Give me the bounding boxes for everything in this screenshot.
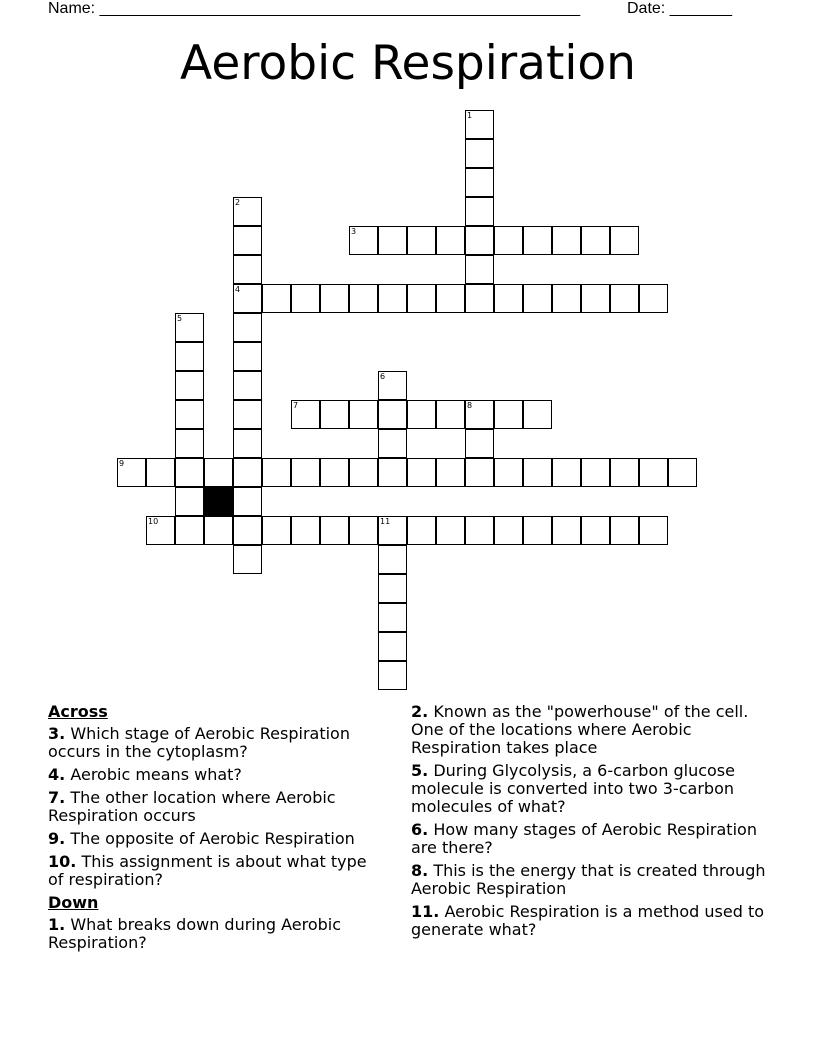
crossword-cell[interactable] bbox=[204, 458, 233, 487]
crossword-cell[interactable] bbox=[146, 516, 175, 545]
crossword-cell[interactable] bbox=[204, 516, 233, 545]
crossword-cell[interactable] bbox=[407, 400, 436, 429]
crossword-cell[interactable] bbox=[581, 284, 610, 313]
crossword-cell[interactable] bbox=[407, 516, 436, 545]
clue-down-6 bbox=[411, 821, 771, 857]
crossword-cell[interactable] bbox=[465, 458, 494, 487]
crossword-cell[interactable] bbox=[175, 458, 204, 487]
crossword-cell[interactable] bbox=[523, 400, 552, 429]
clue-text: What breaks down during Aerobic Respiration? bbox=[48, 915, 342, 952]
crossword-cell[interactable] bbox=[378, 661, 407, 690]
crossword-cell[interactable] bbox=[436, 284, 465, 313]
clue-number-label: 4 bbox=[235, 285, 241, 294]
clue-down-2 bbox=[411, 703, 771, 757]
crossword-cell[interactable] bbox=[668, 458, 697, 487]
crossword-cell[interactable] bbox=[494, 226, 523, 255]
clue-number-label: 9 bbox=[119, 459, 125, 468]
crossword-cell[interactable] bbox=[233, 487, 262, 516]
clue-down-11 bbox=[411, 903, 771, 939]
crossword-cell[interactable] bbox=[175, 487, 204, 516]
crossword-cell[interactable] bbox=[117, 458, 146, 487]
crossword-cell[interactable] bbox=[378, 226, 407, 255]
date-field-label: Date: _______ bbox=[627, 0, 732, 17]
crossword-cell[interactable] bbox=[378, 632, 407, 661]
crossword-cell[interactable] bbox=[233, 545, 262, 574]
crossword-cell[interactable] bbox=[465, 226, 494, 255]
clue-text: The other location where Aerobic Respiration occurs bbox=[48, 788, 336, 825]
crossword-cell[interactable] bbox=[291, 516, 320, 545]
clue-number-label: 2 bbox=[235, 198, 241, 207]
crossword-cell[interactable] bbox=[407, 284, 436, 313]
crossword-cell[interactable] bbox=[175, 371, 204, 400]
clue-number: 9. bbox=[48, 829, 66, 848]
clue-number-label: 8 bbox=[467, 401, 473, 410]
crossword-cell[interactable] bbox=[639, 284, 668, 313]
crossword-cell[interactable] bbox=[233, 197, 262, 226]
crossword-cell[interactable] bbox=[465, 168, 494, 197]
crossword-cell[interactable] bbox=[320, 284, 349, 313]
crossword-cell[interactable] bbox=[465, 516, 494, 545]
crossword-cell[interactable] bbox=[639, 458, 668, 487]
clue-number: 10. bbox=[48, 852, 77, 871]
across-heading: Across bbox=[48, 702, 108, 721]
crossword-cell[interactable] bbox=[581, 458, 610, 487]
clue-text: Which stage of Aerobic Respiration occurs in the cytoplasm? bbox=[48, 724, 350, 761]
clue-number: 5. bbox=[411, 761, 429, 780]
clue-text: Known as the "powerhouse" of the cell. One of the locations where Aerobic Respiration takes place bbox=[411, 702, 749, 757]
crossword-cell[interactable] bbox=[407, 458, 436, 487]
clue-number: 3. bbox=[48, 724, 66, 743]
crossword-cell[interactable] bbox=[436, 226, 465, 255]
crossword-cell[interactable] bbox=[465, 429, 494, 458]
crossword-cell[interactable] bbox=[465, 197, 494, 226]
crossword-cell[interactable] bbox=[465, 255, 494, 284]
crossword-cell[interactable] bbox=[523, 516, 552, 545]
crossword-cell[interactable] bbox=[233, 516, 262, 545]
crossword-cell[interactable] bbox=[581, 226, 610, 255]
crossword-cell[interactable] bbox=[552, 516, 581, 545]
crossword-cell[interactable] bbox=[175, 313, 204, 342]
crossword-cell[interactable] bbox=[320, 400, 349, 429]
crossword-cell[interactable] bbox=[494, 458, 523, 487]
clue-text: How many stages of Aerobic Respiration are there? bbox=[411, 820, 757, 857]
name-field-label: Name: ______________________________________________________ bbox=[48, 0, 581, 17]
clue-across-10 bbox=[48, 853, 383, 889]
crossword-cell[interactable] bbox=[523, 226, 552, 255]
crossword-cell[interactable] bbox=[146, 458, 175, 487]
crossword-cell[interactable] bbox=[262, 516, 291, 545]
crossword-cell[interactable] bbox=[378, 603, 407, 632]
clue-text: The opposite of Aerobic Respiration bbox=[70, 829, 355, 848]
crossword-cell[interactable] bbox=[175, 516, 204, 545]
crossword-cell[interactable] bbox=[233, 255, 262, 284]
crossword-cell[interactable] bbox=[378, 284, 407, 313]
crossword-cell[interactable] bbox=[378, 458, 407, 487]
crossword-cell[interactable] bbox=[320, 458, 349, 487]
crossword-cell[interactable] bbox=[465, 139, 494, 168]
crossword-cell[interactable] bbox=[262, 284, 291, 313]
crossword-cell[interactable] bbox=[291, 284, 320, 313]
clue-number-label: 7 bbox=[293, 401, 299, 410]
crossword-cell[interactable] bbox=[494, 284, 523, 313]
crossword-cell[interactable] bbox=[494, 516, 523, 545]
clue-number-label: 10 bbox=[148, 517, 159, 526]
clues-column-right bbox=[411, 703, 771, 944]
crossword-cell[interactable] bbox=[349, 226, 378, 255]
clue-down-5 bbox=[411, 762, 771, 816]
crossword-cell[interactable] bbox=[610, 458, 639, 487]
page-title: Aerobic Respiration bbox=[180, 36, 636, 91]
clue-text: Aerobic Respiration is a method used to generate what? bbox=[411, 902, 764, 939]
crossword-cell[interactable] bbox=[320, 516, 349, 545]
crossword-cell[interactable] bbox=[175, 400, 204, 429]
clue-number-label: 3 bbox=[351, 227, 357, 236]
clue-number-label: 11 bbox=[380, 517, 391, 526]
clue-text: This assignment is about what type of respiration? bbox=[48, 852, 367, 889]
crossword-cell[interactable] bbox=[233, 429, 262, 458]
clue-number: 4. bbox=[48, 765, 66, 784]
crossword-cell[interactable] bbox=[349, 284, 378, 313]
clue-number-label: 6 bbox=[380, 372, 386, 381]
crossword-cell[interactable] bbox=[465, 400, 494, 429]
crossword-cell[interactable] bbox=[378, 574, 407, 603]
crossword-cell[interactable] bbox=[436, 516, 465, 545]
clue-text: Aerobic means what? bbox=[70, 765, 242, 784]
clue-text: This is the energy that is created through Aerobic Respiration bbox=[411, 861, 766, 898]
crossword-cell[interactable] bbox=[378, 429, 407, 458]
clue-across-9 bbox=[48, 830, 383, 848]
clues-column-left bbox=[48, 703, 383, 957]
crossword-cell[interactable] bbox=[349, 458, 378, 487]
crossword-cell[interactable] bbox=[494, 400, 523, 429]
crossword-cell[interactable] bbox=[378, 400, 407, 429]
crossword-cell[interactable] bbox=[233, 342, 262, 371]
crossword-cell[interactable] bbox=[233, 313, 262, 342]
crossword-cell[interactable] bbox=[233, 226, 262, 255]
crossword-cell[interactable] bbox=[581, 516, 610, 545]
crossword-cell[interactable] bbox=[291, 458, 320, 487]
crossword-cell[interactable] bbox=[523, 458, 552, 487]
crossword-cell[interactable] bbox=[610, 226, 639, 255]
crossword-cell[interactable] bbox=[378, 371, 407, 400]
clue-down-1 bbox=[48, 916, 383, 952]
crossword-cell[interactable] bbox=[407, 226, 436, 255]
clue-number: 6. bbox=[411, 820, 429, 839]
clue-number: 2. bbox=[411, 702, 429, 721]
clue-across-7 bbox=[48, 789, 383, 825]
clue-number-label: 5 bbox=[177, 314, 183, 323]
crossword-cell[interactable] bbox=[349, 400, 378, 429]
clue-across-3 bbox=[48, 725, 383, 761]
crossword-cell[interactable] bbox=[175, 429, 204, 458]
clue-number: 1. bbox=[48, 915, 66, 934]
crossword-cell[interactable] bbox=[378, 545, 407, 574]
crossword-cell[interactable] bbox=[465, 284, 494, 313]
crossword-cell[interactable] bbox=[349, 516, 378, 545]
crossword-cell[interactable] bbox=[262, 458, 291, 487]
clue-number: 8. bbox=[411, 861, 429, 880]
crossword-cell[interactable] bbox=[610, 516, 639, 545]
crossword-cell[interactable] bbox=[233, 458, 262, 487]
crossword-cell[interactable] bbox=[233, 400, 262, 429]
clue-text: During Glycolysis, a 6-carbon glucose molecule is converted into two 3-carbon molecules of what? bbox=[411, 761, 735, 816]
crossword-cell[interactable] bbox=[233, 371, 262, 400]
clue-number: 11. bbox=[411, 902, 440, 921]
crossword-cell[interactable] bbox=[552, 226, 581, 255]
crossword-cell[interactable] bbox=[523, 284, 552, 313]
crossword-cell[interactable] bbox=[610, 284, 639, 313]
crossword-cell[interactable] bbox=[378, 516, 407, 545]
crossword-cell[interactable] bbox=[436, 400, 465, 429]
clue-across-4 bbox=[48, 766, 383, 784]
crossword-cell[interactable] bbox=[175, 342, 204, 371]
down-heading: Down bbox=[48, 893, 99, 912]
crossword-cell[interactable] bbox=[552, 458, 581, 487]
crossword-cell[interactable] bbox=[639, 516, 668, 545]
clue-number: 7. bbox=[48, 788, 66, 807]
crossword-cell[interactable] bbox=[436, 458, 465, 487]
clue-down-8 bbox=[411, 862, 771, 898]
crossword-cell[interactable] bbox=[465, 110, 494, 139]
crossword-cell[interactable] bbox=[291, 400, 320, 429]
crossword-cell[interactable] bbox=[233, 284, 262, 313]
clue-number-label: 1 bbox=[467, 111, 473, 120]
black-square bbox=[204, 487, 233, 516]
crossword-cell[interactable] bbox=[552, 284, 581, 313]
